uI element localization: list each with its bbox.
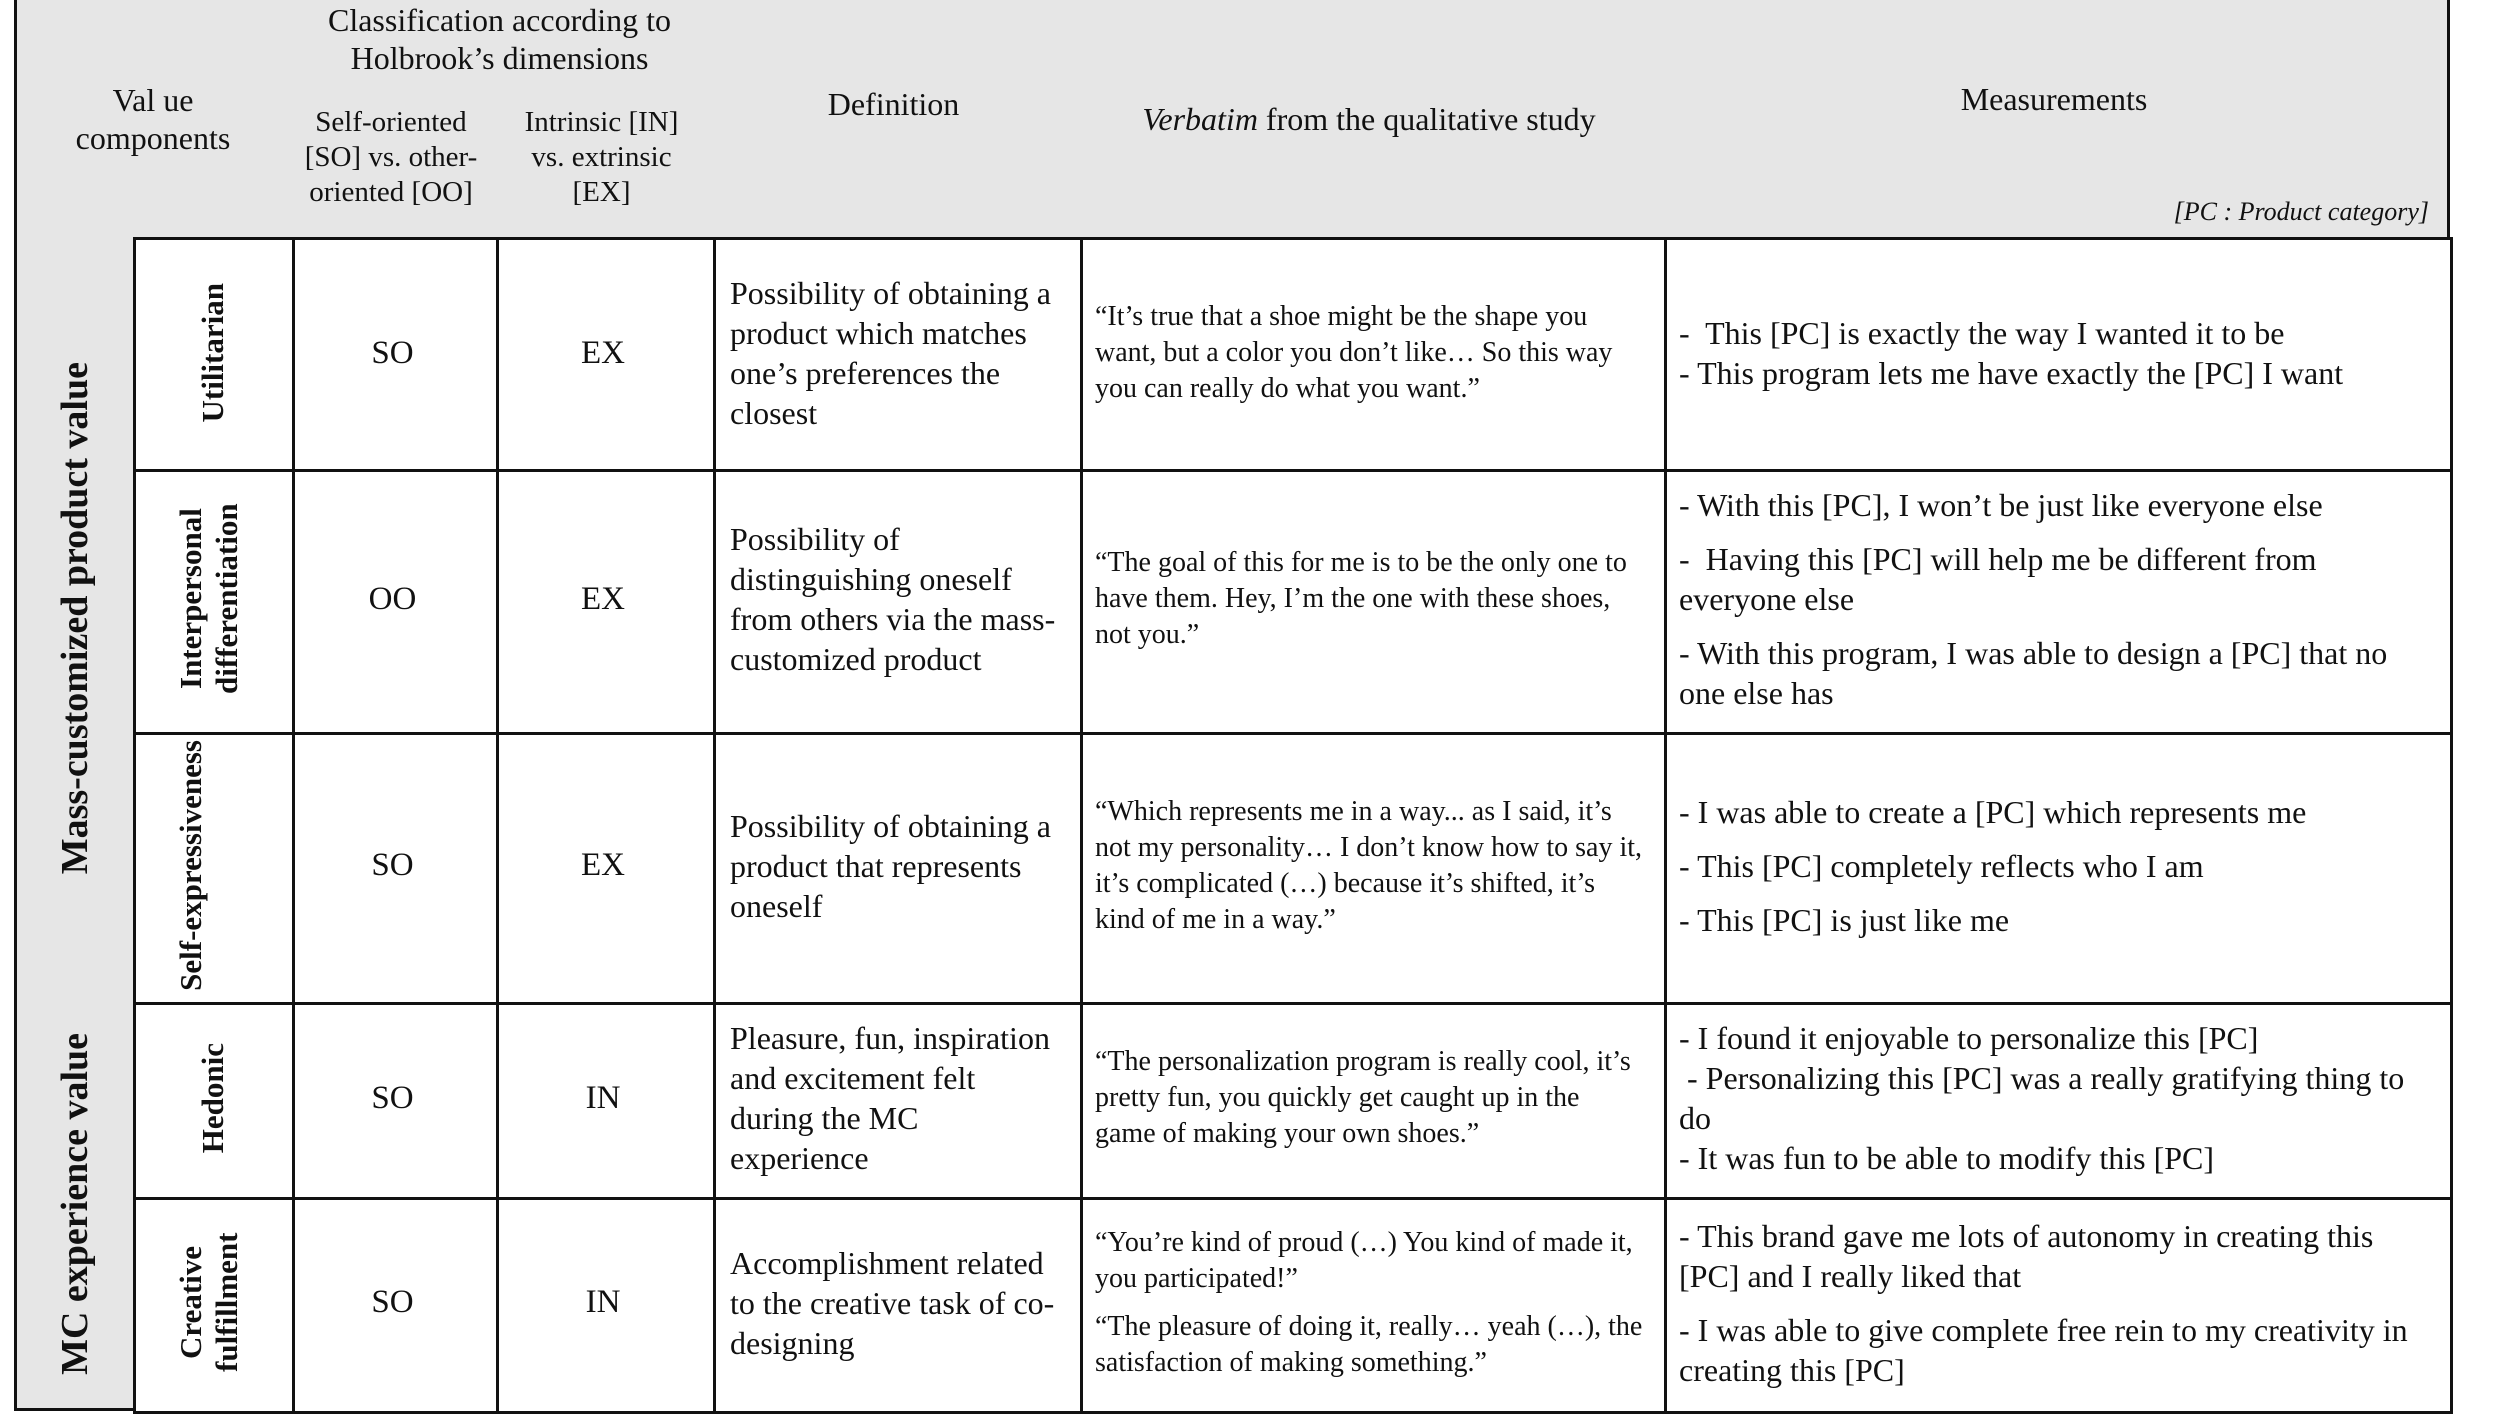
header-definition-label: Definition xyxy=(827,85,960,122)
definition-cell xyxy=(710,729,1083,1005)
so-oo-value: SO xyxy=(371,847,414,883)
verbatim-cell xyxy=(1077,466,1667,735)
measurement-item: - This brand gave me lots of autonomy in creating this [PC] and I really liked that xyxy=(1679,1217,2382,1294)
measurement-item: - This [PC] is just like me xyxy=(1679,901,2010,938)
so-oo-cell xyxy=(289,729,499,1005)
measurements-cell xyxy=(1661,729,2453,1005)
in-ex-value: EX xyxy=(581,334,625,371)
so-oo-value: SO xyxy=(371,334,414,371)
component-cell xyxy=(133,1194,295,1414)
measurements-cell xyxy=(1661,1194,2453,1414)
so-oo-cell xyxy=(289,466,499,735)
measurements-cell xyxy=(1661,466,2453,735)
verbatim-quote: “The personalization program is really cool, it’s pretty fun, you quickly get caught up in the game of making your own shoes.” xyxy=(1095,1046,1631,1149)
so-oo-value: SO xyxy=(371,1284,414,1320)
definition-cell xyxy=(710,237,1083,472)
measurement-item: - I was able to create a [PC] which represents me xyxy=(1679,793,2307,830)
measurement-item: - It was fun to be able to modify this [PC] xyxy=(1679,1140,2215,1176)
component-label: Interpersonal differentiation xyxy=(172,503,244,695)
verbatim-quote: “The pleasure of doing it, really… yeah (…), the satisfaction of making something.” xyxy=(1095,1310,1643,1378)
header-so-oo-label: Self-oriented [SO] vs. other-oriented [OO] xyxy=(304,105,478,208)
measurements-cell xyxy=(1661,237,2453,472)
header-so-oo xyxy=(289,77,496,240)
component-label: Creative fulfillment xyxy=(172,1232,244,1373)
verbatim-quote: “The goal of this for me is to be the only one to have them. Hey, I’m the one with these shoes, not you.” xyxy=(1095,547,1627,650)
verbatim-quote: “Which represents me in a way... as I said, it’s not my personality… I don’t know how to say it, it’s complicated (…) because it’s shifted, it’s kind of me in a way.” xyxy=(1095,795,1642,935)
so-oo-value: SO xyxy=(371,1079,414,1116)
pc-note: [PC : Product category] xyxy=(2173,197,2429,226)
verbatim-quote: “It’s true that a shoe might be the shape you want, but a color you don’t like… So this way you can really do what you want.” xyxy=(1095,301,1613,404)
measurement-item: - With this program, I was able to design a [PC] that no one else has xyxy=(1679,635,2396,711)
so-oo-cell xyxy=(289,1194,499,1414)
in-ex-value: EX xyxy=(581,580,625,617)
component-cell xyxy=(133,237,295,472)
component-label: Utilitarian xyxy=(194,283,230,423)
definition-cell xyxy=(710,999,1083,1200)
header-in-ex xyxy=(493,77,713,240)
definition-cell xyxy=(710,1194,1083,1414)
definition-text: Pleasure, fun, inspiration and excitement felt during the MC experience xyxy=(730,1020,1050,1176)
in-ex-cell xyxy=(493,466,716,735)
header-definition xyxy=(710,0,1080,240)
measurement-item: - With this [PC], I won’t be just like everyone else xyxy=(1679,487,2323,523)
in-ex-cell xyxy=(493,1194,716,1414)
header-verbatim-label xyxy=(1142,100,1595,138)
in-ex-cell xyxy=(493,999,716,1200)
in-ex-value: IN xyxy=(585,1284,621,1320)
measurement-item: - This program lets me have exactly the [PC] I want xyxy=(1679,355,2344,391)
group-mass-customized-product-value xyxy=(14,237,136,1002)
so-oo-cell xyxy=(289,999,499,1200)
definition-text: Accomplishment related to the creative task of co-designing xyxy=(730,1244,1055,1361)
definition-text: Possibility of obtaining a product that represents oneself xyxy=(730,807,1051,924)
in-ex-cell xyxy=(493,237,716,472)
verbatim-cell xyxy=(1077,999,1667,1200)
group-mc-experience-value xyxy=(14,999,136,1411)
measurement-item: - Personalizing this [PC] was a really gratifying thing to do xyxy=(1679,1060,2413,1136)
in-ex-value: IN xyxy=(585,1079,621,1116)
header-measurements xyxy=(1661,0,2450,240)
group-label: MC experience value xyxy=(54,1032,96,1375)
group-label: Mass-customized product value xyxy=(54,361,96,875)
header-classification-label: Classification according to Holbrook’s dimensions xyxy=(327,1,671,76)
component-cell xyxy=(133,729,295,1005)
in-ex-cell xyxy=(493,729,716,1005)
component-cell xyxy=(133,466,295,735)
header-verbatim-italic: Verbatim xyxy=(1142,100,1258,137)
measurement-item: - Having this [PC] will help me be different from everyone else xyxy=(1679,541,2325,617)
measurements-cell xyxy=(1661,999,2453,1200)
header-in-ex-label: Intrinsic [IN] vs. extrinsic [EX] xyxy=(524,105,679,208)
measurement-item: - I was able to give complete free rein to my creativity in creating this [PC] xyxy=(1679,1311,2416,1388)
header-measurements-label: Measurements xyxy=(1960,80,2148,117)
verbatim-cell xyxy=(1077,729,1667,1005)
verbatim-quote: “You’re kind of proud (…) You kind of made it, you participated!” xyxy=(1095,1226,1633,1294)
definition-text: Possibility of distinguishing oneself from others via the mass-customized product xyxy=(730,521,1056,677)
definition-cell xyxy=(710,466,1083,735)
in-ex-value: EX xyxy=(581,847,625,883)
so-oo-value: OO xyxy=(368,580,417,617)
definition-text: Possibility of obtaining a product which matches one’s preferences the closest xyxy=(730,275,1051,431)
component-label: Hedonic xyxy=(194,1042,230,1154)
so-oo-cell xyxy=(289,237,499,472)
header-verbatim xyxy=(1077,0,1664,240)
measurement-item: - I found it enjoyable to personalize this [PC] xyxy=(1679,1020,2259,1056)
verbatim-cell xyxy=(1077,237,1667,472)
header-value-components-label: Val ue components xyxy=(75,81,231,156)
measurement-item: - This [PC] is exactly the way I wanted it to be xyxy=(1679,315,2285,351)
verbatim-cell xyxy=(1077,1194,1667,1414)
header-value-components xyxy=(14,0,292,240)
measurement-item: - This [PC] completely reflects who I am xyxy=(1679,847,2204,884)
header-classification xyxy=(289,0,713,80)
header-verbatim-rest: from the qualitative study xyxy=(1257,100,1596,137)
component-label: Self-expressiveness xyxy=(172,740,208,991)
component-cell xyxy=(133,999,295,1200)
